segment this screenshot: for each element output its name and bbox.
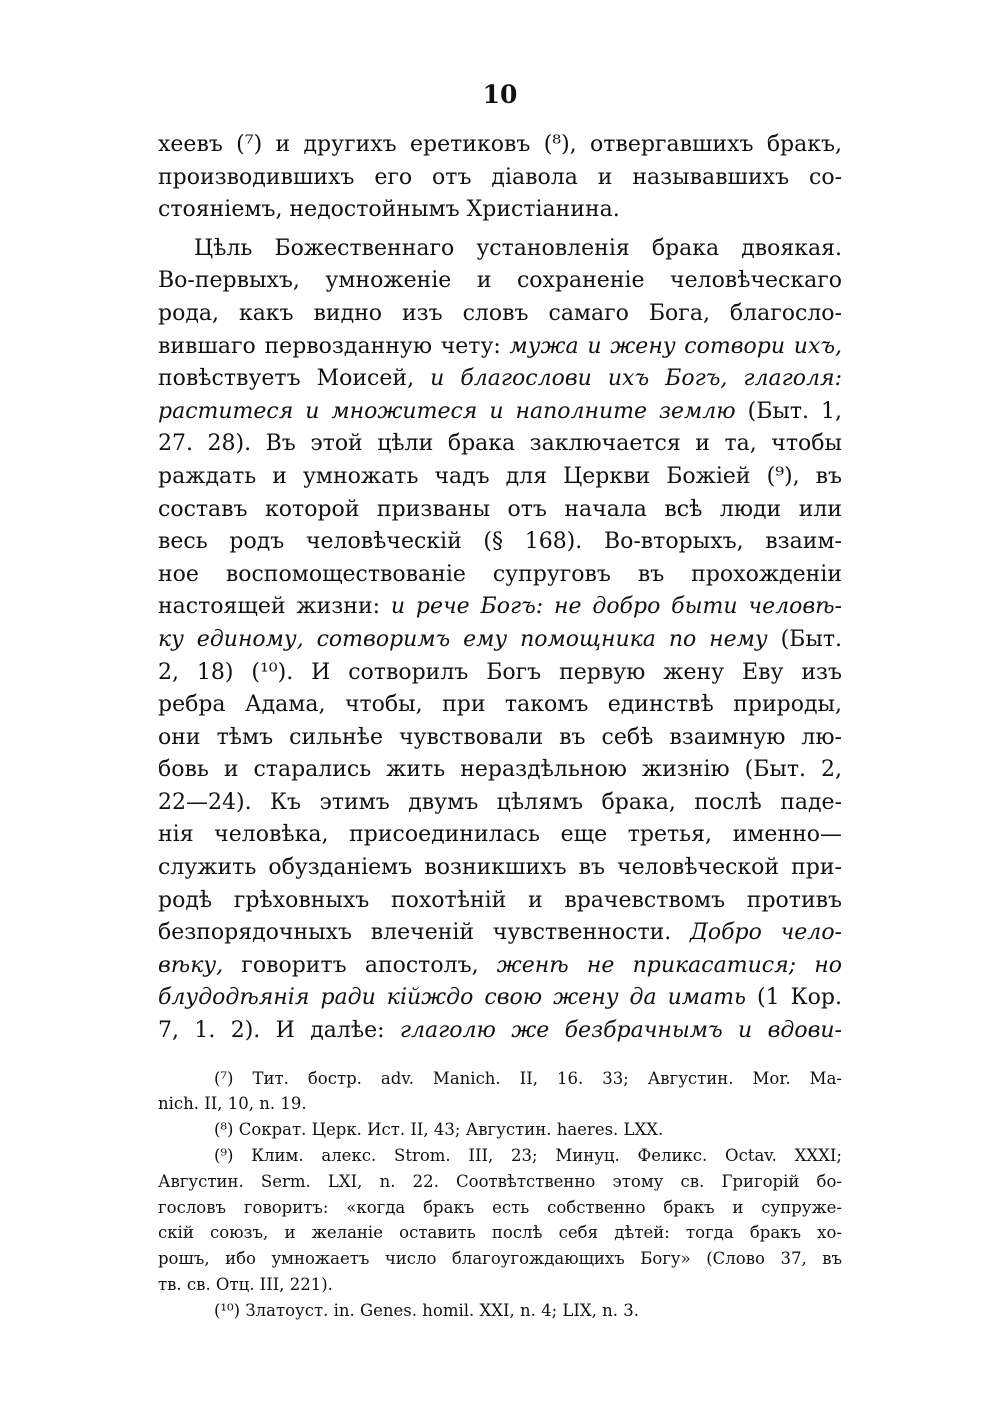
text-line: блудодѣянія ради кійждо свою жену да имать (1 Кор. xyxy=(158,985,843,1011)
text-line: вѣку, говоритъ апостолъ, женѣ не прикасатися; но xyxy=(158,952,842,978)
text-line: 22—24). Къ этимъ двумъ цѣлямъ брака, послѣ паде- xyxy=(158,789,842,815)
text-line: составъ которой призваны отъ начала всѣ люди или xyxy=(158,496,842,522)
text-line: ребра Адама, чтобы, при такомъ единствѣ природы, xyxy=(158,692,842,718)
text-line: нія человѣка, присоединилась еще третья, именно— xyxy=(158,822,842,848)
footnote-line: гословъ говоритъ: «когда бракъ есть собственно бракъ и супруже- xyxy=(158,1197,842,1217)
footnote-line: nich. II, 10, n. 19. xyxy=(158,1094,307,1114)
text-line: настоящей жизни: и рече Богъ: не добро быти человѣ- xyxy=(158,594,842,620)
text-line: безпорядочныхъ влеченій чувственности. Добро чело- xyxy=(158,920,842,946)
text-line: ку единому, сотворимъ ему помощника по нему (Быт. xyxy=(158,626,842,652)
footnote-line: скій союзъ, и желаніе оставить послѣ себя дѣтей: тогда бракъ хо- xyxy=(158,1223,842,1243)
text-line: Во-первыхъ, умноженіе и сохраненіе человѣческаго xyxy=(158,268,842,294)
book-page xyxy=(158,80,842,1324)
footnotes xyxy=(158,1066,842,1324)
text-line: родѣ грѣховныхъ похотѣній и врачевствомъ противъ xyxy=(158,887,842,913)
text-line: хеевъ (⁷) и другихъ еретиковъ (⁸), отвергавшихъ бракъ, xyxy=(158,132,842,157)
footnote-line: рошъ, ибо умножаетъ число благоугождающихъ Богу» (Слово 37, въ xyxy=(158,1249,842,1269)
text-line: они тѣмъ сильнѣе чувствовали въ себѣ взаимную лю- xyxy=(158,724,842,750)
text-line: 2, 18) (¹⁰). И сотворилъ Богъ первую жену Еву изъ xyxy=(158,659,842,685)
text-line: повѣствуетъ Моисей, и благослови ихъ Богъ, глаголя: xyxy=(158,366,842,392)
text-line: весь родъ человѣческій (§ 168). Во-вторыхъ, взаим- xyxy=(158,529,842,555)
main-text xyxy=(158,129,842,1048)
footnote-line: тв. св. Отц. III, 221). xyxy=(158,1275,333,1294)
text-line: раждать и умножать чадъ для Церкви Божіей (⁹), въ xyxy=(158,463,842,489)
text-line: бовь и старались жить нераздѣльною жизнію (Быт. 2, xyxy=(158,757,842,783)
text-line: ное воспомоществованіе супруговъ въ прохожденіи xyxy=(158,561,842,587)
text-line: стояніемъ, недостойнымъ Христіанина. xyxy=(158,197,620,223)
text-line: рода, какъ видно изъ словъ самаго Бога, благосло- xyxy=(158,300,842,326)
page-number: 10 xyxy=(482,80,518,109)
text-line: 7, 1. 2). И далѣе: глаголю же безбрачнымъ и вдови- xyxy=(158,1018,842,1044)
text-line: 27. 28). Въ этой цѣли брака заключается и та, чтобы xyxy=(158,431,842,457)
text-line: производившихъ его отъ діавола и называвшихъ со- xyxy=(158,164,842,190)
footnote-line: (⁷) Тит. бостр. adv. Manich. II, 16. 33; Августин. Mor. Ma- xyxy=(214,1068,842,1088)
text-line: вившаго первозданную чету: мужа и жену сотвори ихъ, xyxy=(158,333,843,359)
text-line: раститеся и множитеся и наполните землю (Быт. 1, xyxy=(158,398,842,424)
footnote-line: (¹⁰) Златоуст. in. Genes. homil. XXI, n. 4; LIX, n. 3. xyxy=(214,1300,640,1320)
footnote-line: (⁸) Сократ. Церк. Ист. II, 43; Августин. haeres. LXX. xyxy=(214,1120,664,1140)
footnote-line: Августин. Serm. LXI, n. 22. Соотвѣтственно этому св. Григорій бо- xyxy=(158,1171,842,1191)
text-line: Цѣль Божественнаго установленія брака двоякая. xyxy=(194,235,842,261)
footnote-line: (⁹) Клим. алекс. Strom. III, 23; Минуц. Феликс. Octav. XXXI; xyxy=(214,1146,842,1166)
text-line: служить обузданіемъ возникшихъ въ человѣческой при- xyxy=(158,855,842,881)
